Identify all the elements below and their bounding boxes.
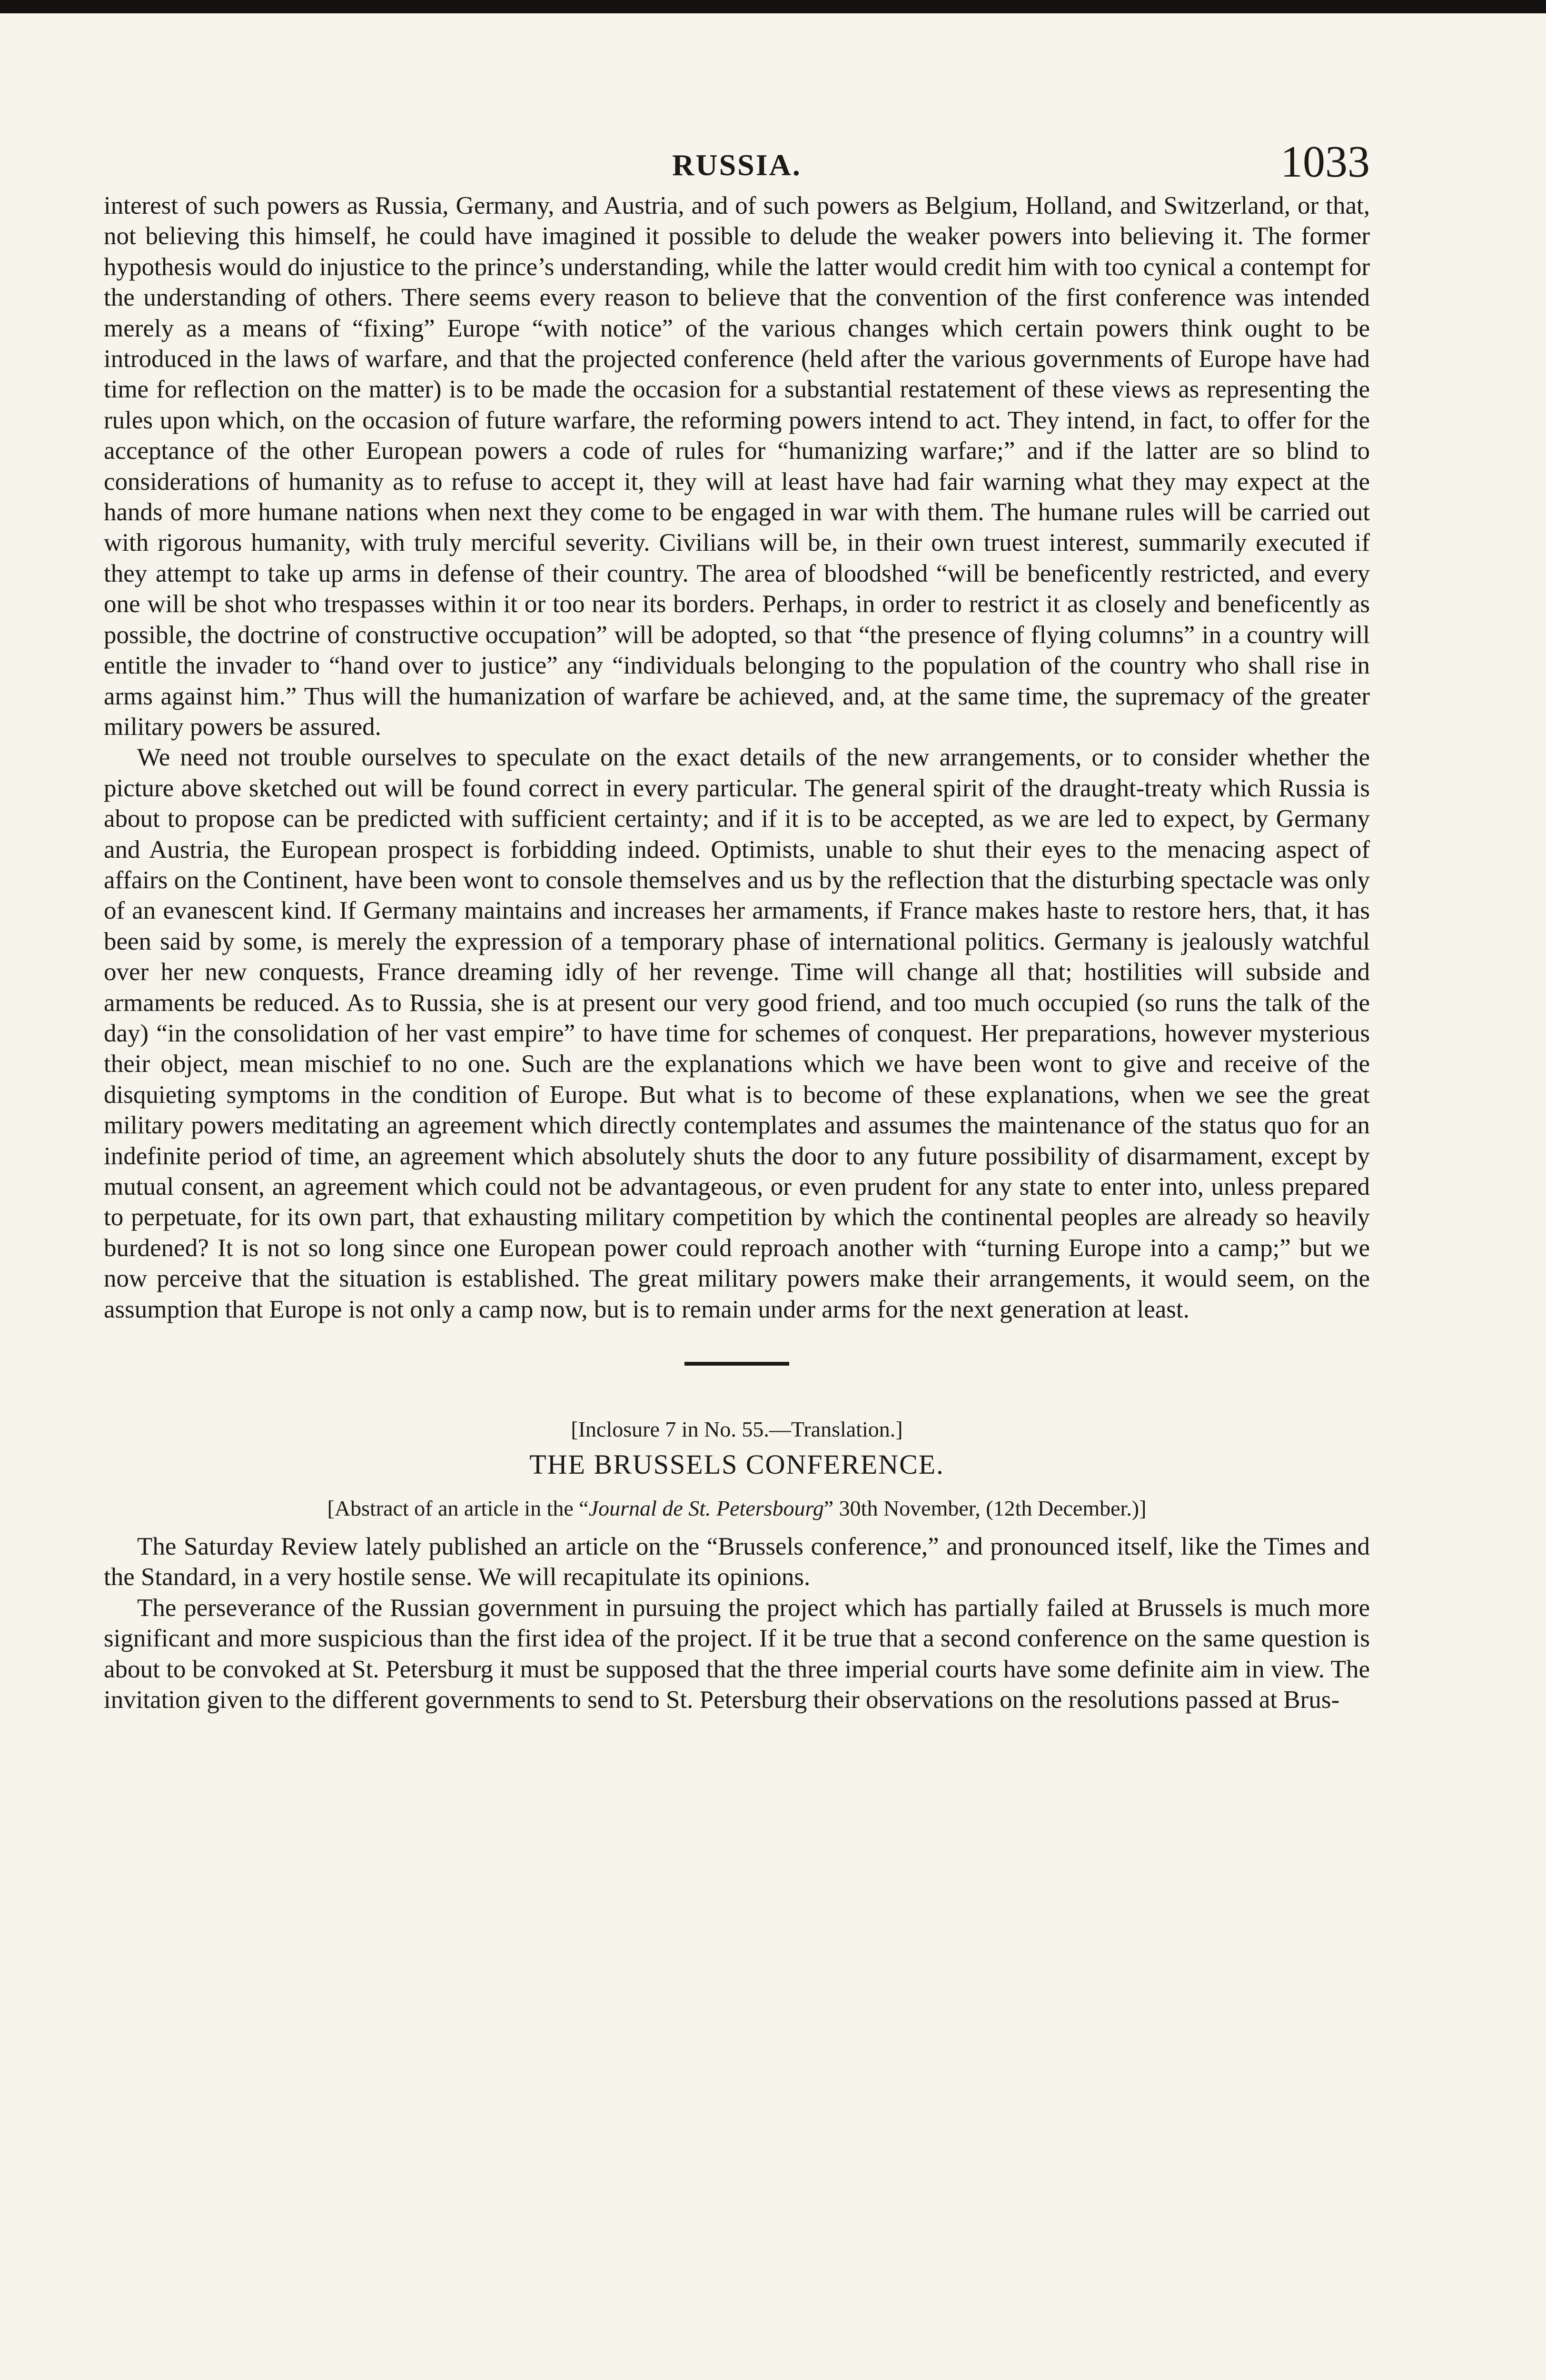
abstract-suffix: ” 30th November, (12th December.)]	[823, 1496, 1147, 1521]
article-body	[104, 190, 1370, 1325]
section-title: THE BRUSSELS CONFERENCE.	[529, 1449, 944, 1480]
enclosure-paragraph-1: The Saturday Review lately published an article on the “Brussels conference,” and pronounced itself, like the Times and the Standard, in a very hostile sense. We will recapitulate its opinions.	[104, 1533, 1370, 1591]
abstract-prefix: [Abstract of an article in the “	[327, 1496, 589, 1521]
article-paragraph-2: We need not trouble ourselves to speculate on the exact details of the new arrangements, or to consider whether the picture above sketched out will be found correct in every particular. The general spirit of the draught-treaty which Russia is about to propose can be predicted with sufficient certainty; and if it is to be accepted, as we are led to expect, by Germany and Austria, the European prospect is forbidding indeed. Optimists, unable to shut their eyes to the menacing aspect of affairs on the Continent, have been wont to console themselves and us by the reflection that the disturbing spectacle was only of an evanescent kind. If Germany maintains and increases her armaments, if France makes haste to restore hers, that, it has been said by some, is merely the expression of a temporary phase of international politics. Germany is jealously watchful over her new conquests, France dreaming idly of her revenge. Time will change all that; hostilities will subside and armaments be reduced. As to Russia, she is at present our very good friend, and too much occupied (so runs the talk of the day) “in the consolidation of her vast empire” to have time for schemes of conquest. Her preparations, however mysterious their object, mean mischief to no one. Such are the explanations which we have been wont to give and receive of the disquieting symptoms in the condition of Europe. But what is to become of these explanations, when we see the great military powers meditating an agreement which directly contemplates and assumes the maintenance of the status quo for an indefinite period of time, an agreement which absolutely shuts the door to any future possibility of disarmament, except by mutual consent, an agreement which could not be advantageous, or even prudent for any state to enter into, unless prepared to perpetuate, for its own part, that exhausting military competition by which the continental peoples are already so heavily burdened? It is not so long since one European power could reproach another with “turning Europe into a camp;” but we now perceive that the situation is established. The great military powers make their arrangements, it would seem, on the assumption that Europe is not only a camp now, but is to remain under arms for the next generation at least.	[104, 744, 1370, 1323]
abstract-note	[104, 1494, 1370, 1523]
running-title: RUSSIA.	[672, 148, 802, 182]
top-edge-rule	[0, 0, 1546, 13]
enclosure-note: [Inclosure 7 in No. 55.—Translation.]	[571, 1417, 903, 1442]
journal-name: Journal de St. Petersbourg	[588, 1496, 824, 1521]
article-paragraph-1: interest of such powers as Russia, Germany, and Austria, and of such powers as Belgium, Holland, and Switzerland, or that, not believing this himself, he could have imagined it possible to delude the weaker powers into believing it. The former hypothesis would do injustice to the prince’s understanding, while the latter would credit him with too cynical a contempt for the understanding of others. There seems every reason to believe that the convention of the first conference was intended merely as a means of “fixing” Europe “with notice” of the various changes which certain powers think ought to be introduced in the laws of warfare, and that the projected conference (held after the various governments of Europe have had time for reflection on the matter) is to be made the occasion for a substantial restatement of these views as representing the rules upon which, on the occasion of future warfare, the reforming powers intend to act. They intend, in fact, to offer for the acceptance of the other European powers a code of rules for “humanizing warfare;” and if the latter are so blind to considerations of humanity as to refuse to accept it, they will at least have had fair warning what they may expect at the hands of more humane nations when next they come to be engaged in war with them. The humane rules will be carried out with rigorous humanity, with truly merciful severity. Civilians will be, in their own truest interest, summarily executed if they attempt to take up arms in defense of their country. The area of bloodshed “will be beneficently restricted, and every one will be shot who trespasses within it or too near its borders. Perhaps, in order to restrict it as closely and beneficently as possible, the doctrine of constructive occupation” will be adopted, so that “the presence of flying columns” in a country will entitle the invader to “hand over to justice” any “individuals belonging to the population of the country who shall rise in arms against him.” Thus will the humanization of warfare be achieved, and, at the same time, the supremacy of the greater military powers be assured.	[104, 192, 1370, 741]
page-number: 1033	[1280, 137, 1370, 187]
document-page	[104, 119, 1370, 1715]
running-head	[104, 119, 1370, 190]
enclosure-paragraph-2: The perseverance of the Russian government in pursuing the project which has partially failed at Brussels is much more significant and more suspicious than the first idea of the project. If it be true that a second conference on the same question is about to be convoked at St. Petersburg it must be supposed that the three imperial courts have some definite aim in view. The invitation given to the different governments to send to St. Petersburg their observations on the resolutions passed at Brus-	[104, 1594, 1370, 1714]
enclosure-body	[104, 1531, 1370, 1715]
section-divider	[684, 1362, 789, 1366]
